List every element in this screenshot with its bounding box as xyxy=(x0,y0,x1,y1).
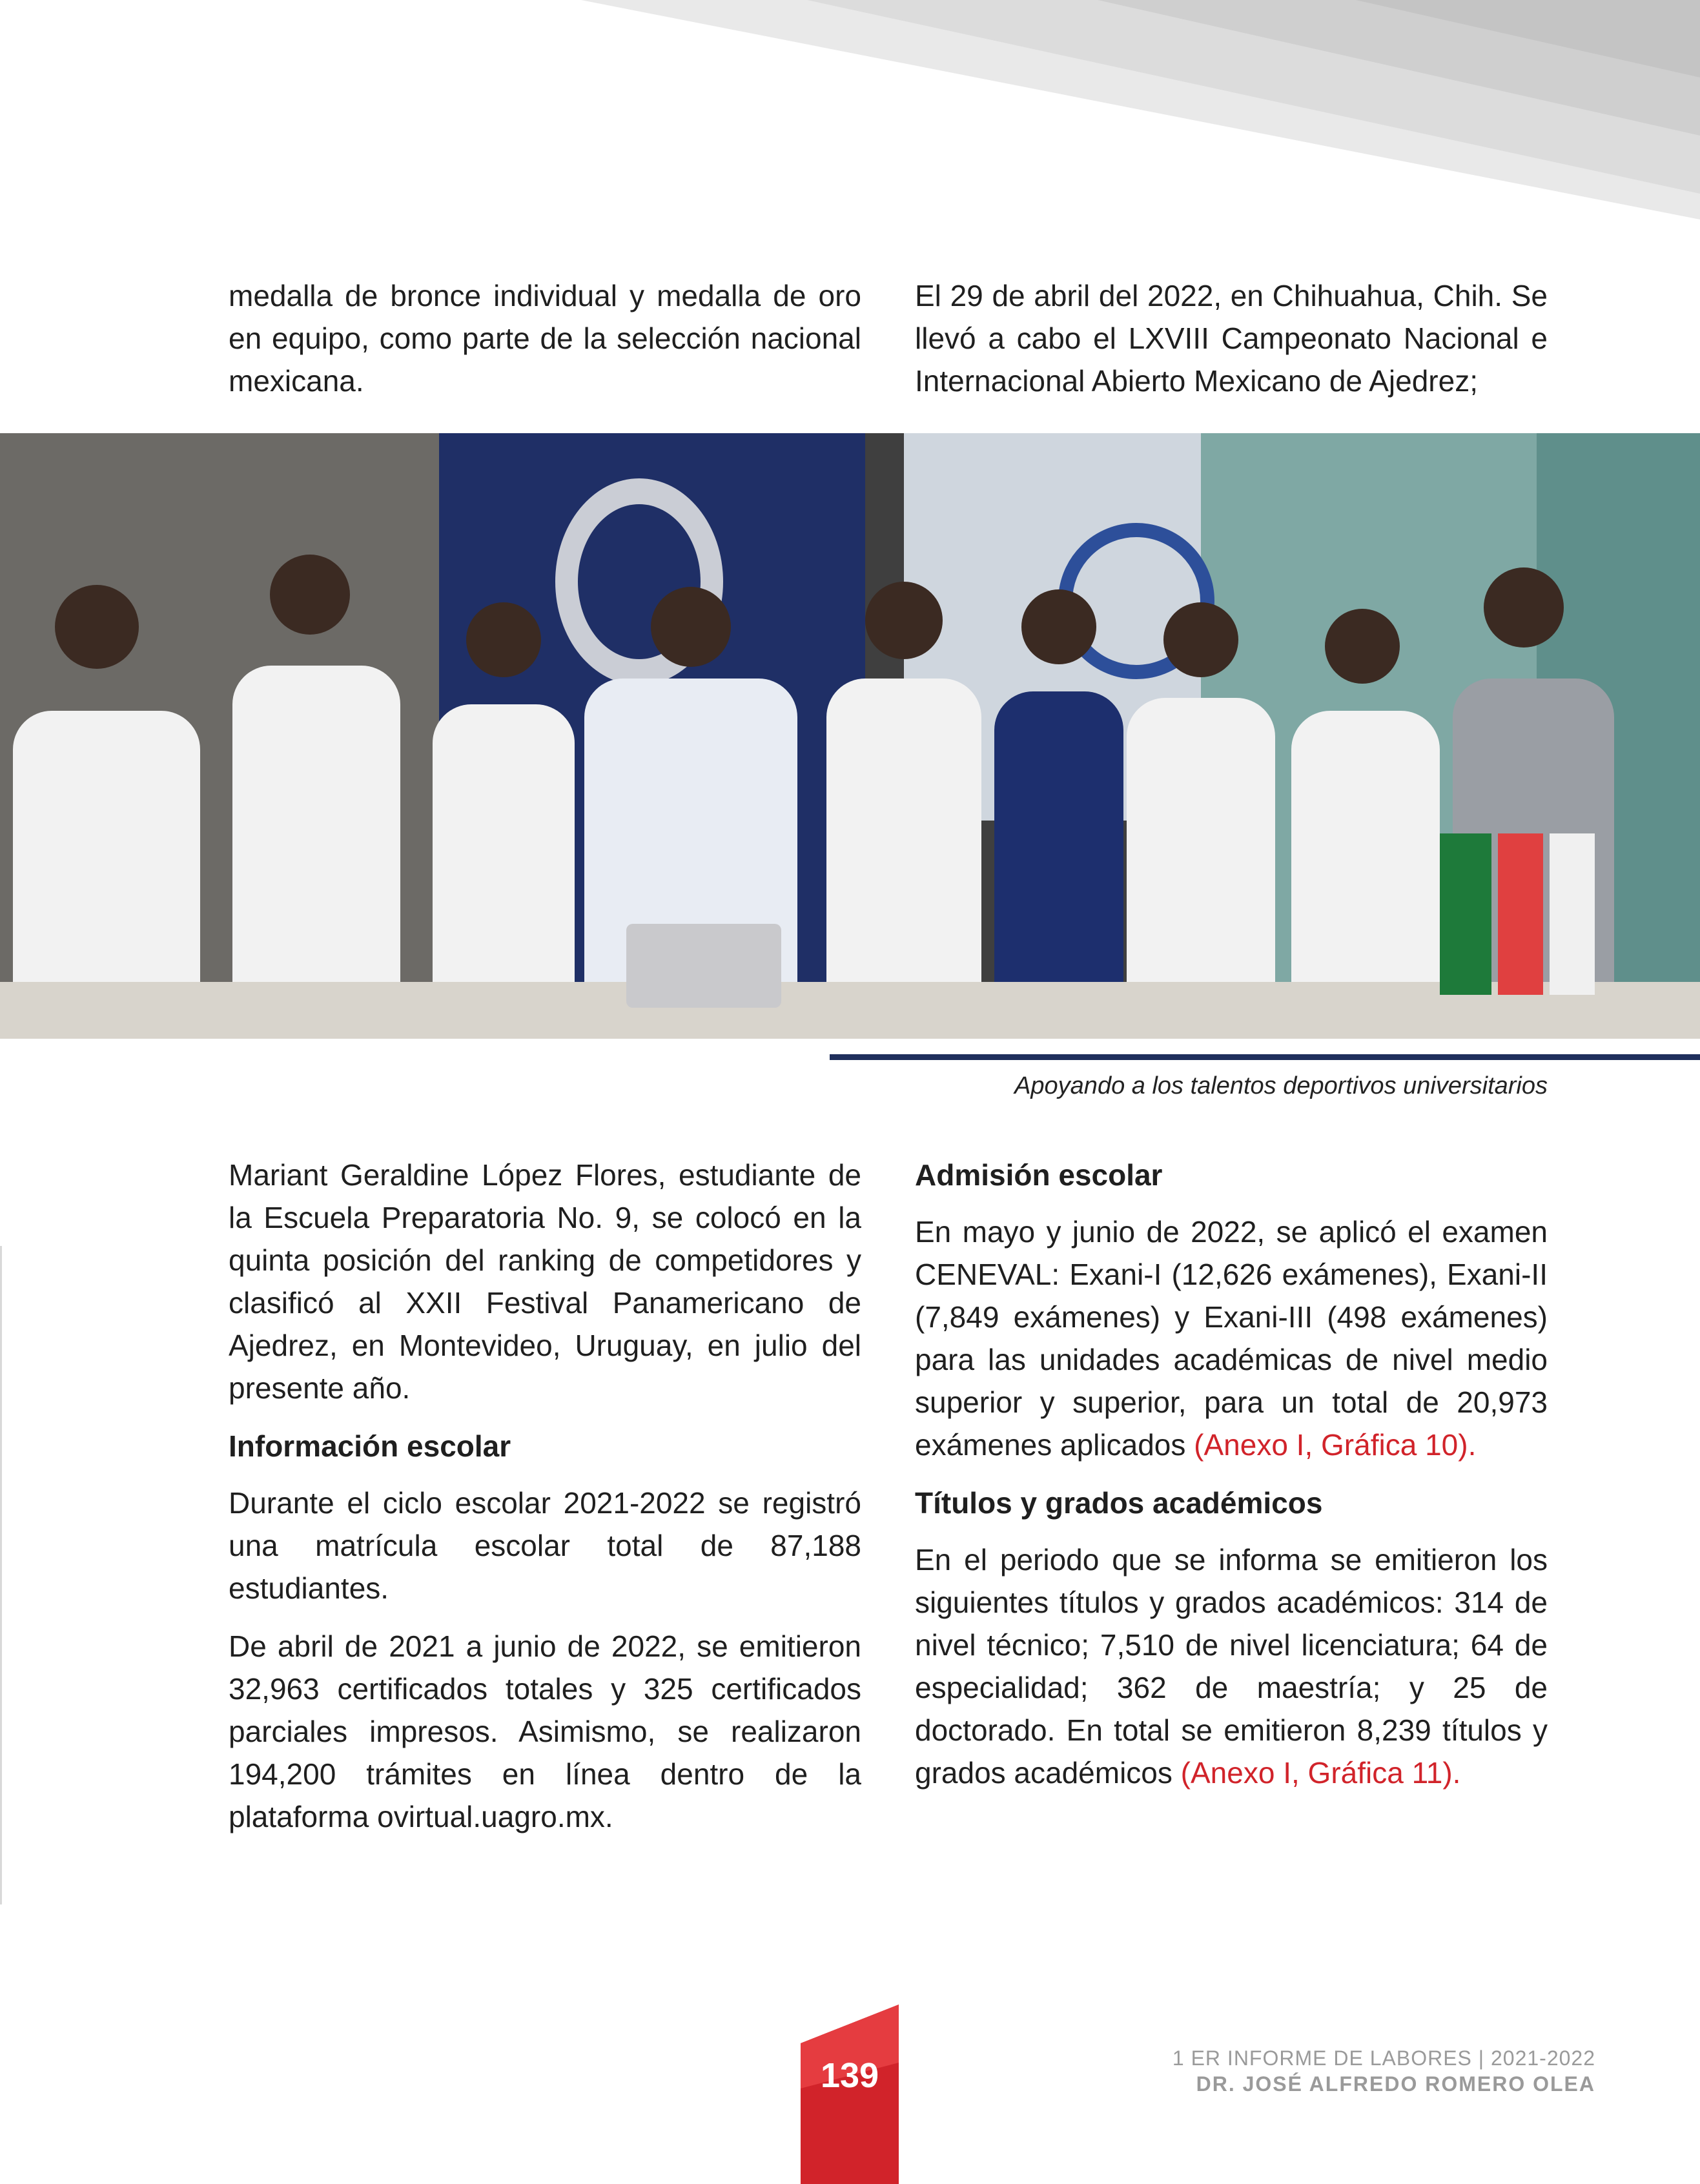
report-author: DR. JOSÉ ALFREDO ROMERO OLEA xyxy=(1196,2072,1595,2096)
admission-text: En mayo y junio de 2022, se aplicó el examen CENEVAL: Exani-I (12,626 exámenes), Exani-II (7,849 exámenes) y Exani-III (498 exámenes) para las unidades académicas de nivel medio superior y superior, para un total de 20,973 exámenes aplicados xyxy=(915,1215,1548,1462)
group-photo xyxy=(0,433,1700,1039)
top-right-paragraph: El 29 de abril del 2022, en Chihuahua, Chih. Se llevó a cabo el LXVIII Campeonato Nacional e Internacional Abierto Mexicano de Ajedrez; xyxy=(915,279,1548,398)
section-heading-informacion: Información escolar xyxy=(229,1429,511,1463)
certificates-paragraph: De abril de 2021 a junio de 2022, se emitieron 32,963 certificados totales y 325 certificados parciales impresos. Asimismo, se realizaron 194,200 trámites en línea dentro de la plataforma ovirtual.uagro.mx. xyxy=(229,1629,861,1833)
admission-paragraph xyxy=(915,1210,1548,1466)
section-heading-titulos: Títulos y grados académicos xyxy=(915,1486,1323,1520)
top-left-paragraph: medalla de bronce individual y medalla de oro en equipo, como parte de la selección nacional mexicana. xyxy=(229,279,861,398)
degrees-period: . xyxy=(1452,1756,1461,1790)
caption-rule xyxy=(830,1054,1700,1060)
annex-reference-11[interactable]: (Anexo I, Gráfica 11) xyxy=(1180,1756,1453,1790)
photo-caption: Apoyando a los talentos deportivos universitarios xyxy=(1014,1072,1548,1099)
degrees-text: En el periodo que se informa se emitieron los siguientes títulos y grados académicos: 314 de nivel técnico; 7,510 de nivel licenciatura; 64 de especialidad; 362 de maestría; y 25 de doctorado. En total se emitieron 8,239 títulos y grados académicos xyxy=(915,1543,1548,1790)
admission-period: . xyxy=(1468,1428,1477,1462)
annex-reference-10[interactable]: (Anexo I, Gráfica 10) xyxy=(1194,1428,1468,1462)
page-number: 139 xyxy=(820,2056,879,2095)
top-right-column xyxy=(915,274,1548,418)
left-margin-rule xyxy=(0,1246,2,1904)
report-title: 1 ER INFORME DE LABORES | 2021-2022 xyxy=(1172,2046,1595,2070)
degrees-paragraph xyxy=(915,1538,1548,1794)
enrollment-paragraph: Durante el ciclo escolar 2021-2022 se registró una matrícula escolar total de 87,188 estudiantes. xyxy=(229,1486,861,1605)
section-heading-admision: Admisión escolar xyxy=(915,1158,1163,1192)
header-decoration xyxy=(0,0,1700,232)
intro-paragraph: Mariant Geraldine López Flores, estudiante de la Escuela Preparatoria No. 9, se colocó en la quinta posición del ranking de competidores y clasificó al XXII Festival Panamericano de Ajedrez, en Montevideo, Uruguay, en julio del presente año. xyxy=(229,1158,861,1405)
right-column xyxy=(915,1154,1548,1810)
left-column xyxy=(229,1154,861,1853)
top-left-column xyxy=(229,274,861,418)
group-photo-illustration xyxy=(0,433,1700,1039)
